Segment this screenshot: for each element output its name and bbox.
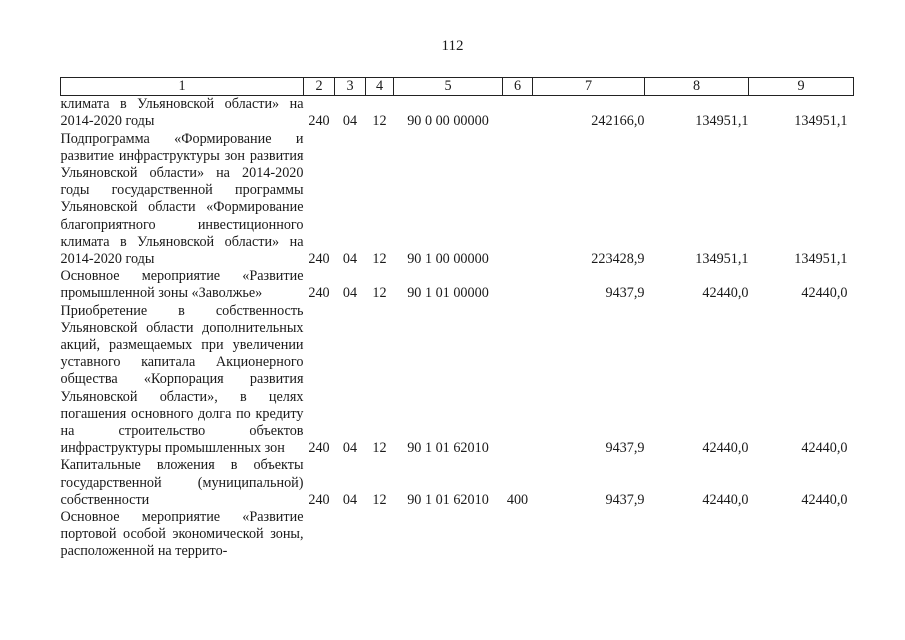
table-row (61, 509, 854, 561)
cell-col4: 12 (372, 491, 387, 508)
cell-col2: 240 (308, 251, 330, 268)
header-row (61, 78, 854, 96)
cell-col7: 9437,9 (605, 285, 645, 302)
table-row (61, 131, 854, 269)
cell-col3: 04 (342, 491, 358, 508)
cell-col2: 240 (308, 113, 330, 130)
cell-col7: 223428,9 (591, 251, 645, 268)
cell-col9: 42440,0 (801, 440, 848, 457)
cell-col2: 240 (308, 491, 330, 508)
column-header-1: 1 (61, 78, 304, 96)
cell-col8: 42440,0 (702, 491, 749, 508)
cell-col8: 134951,1 (695, 113, 749, 130)
column-header-2: 2 (304, 78, 335, 96)
cell-col8: 42440,0 (702, 285, 749, 302)
cell-col6: 400 (506, 491, 529, 508)
cell-col7 (533, 509, 645, 561)
cell-col4: 12 (372, 440, 387, 457)
table-row (61, 457, 854, 509)
budget-table (60, 77, 854, 561)
cell-col6 (503, 96, 533, 131)
column-header-4: 4 (366, 78, 394, 96)
row-name: Капитальные вложения в объекты государственной (муниципальной) собственности (60, 457, 304, 508)
cell-col3: 04 (342, 251, 358, 268)
cell-col8: 42440,0 (702, 440, 749, 457)
row-name: Подпрограмма «Формирование и развитие инфраструктуры зон развития Ульяновской области» на 2014-2020 годы государственной программы Ульяновской области «Формирование благоприятного инвестиционного климата в Ульяновской области» на 2014-2020 годы (60, 130, 304, 268)
row-name: климата в Ульяновской области» на 2014-2020 годы (60, 96, 304, 130)
column-header-6: 6 (503, 78, 533, 96)
cell-col3 (335, 509, 366, 561)
cell-col6 (503, 509, 533, 561)
cell-col2: 240 (308, 440, 330, 457)
cell-col8 (645, 509, 749, 561)
cell-col4 (366, 509, 394, 561)
cell-col9: 42440,0 (801, 285, 848, 302)
cell-col6 (503, 268, 533, 302)
cell-col2: 240 (308, 285, 330, 302)
cell-col4: 12 (372, 251, 387, 268)
table-row (61, 96, 854, 131)
cell-col5: 90 1 01 62010 (407, 440, 489, 457)
table-row (61, 303, 854, 458)
cell-col4: 12 (372, 113, 387, 130)
column-header-5: 5 (394, 78, 503, 96)
cell-col7: 242166,0 (591, 113, 645, 130)
cell-col4: 12 (372, 285, 387, 302)
cell-col9: 134951,1 (794, 251, 848, 268)
cell-col5: 90 1 01 00000 (407, 285, 489, 302)
cell-col5: 90 1 01 62010 (407, 491, 489, 508)
column-header-3: 3 (335, 78, 366, 96)
cell-col3: 04 (342, 440, 358, 457)
cell-col9: 134951,1 (794, 113, 848, 130)
table-row (61, 268, 854, 302)
row-name: Основное мероприятие «Развитие портовой особой экономической зоны, расположенной на террито- (60, 509, 304, 560)
row-name: Приобретение в собственность Ульяновской области дополнительных акций, размещаемых при увеличении уставного капитала Акционерного общества «Корпорация развития Ульяновской области», в целях погашения основного долга по кредиту на строительство объектов инфраструктуры промышленных зон (60, 302, 304, 457)
cell-col2 (304, 509, 335, 561)
cell-col7: 9437,9 (605, 491, 645, 508)
cell-col5: 90 0 00 00000 (407, 113, 489, 130)
cell-col6 (503, 131, 533, 269)
cell-col5 (394, 509, 503, 561)
cell-col8: 134951,1 (695, 251, 749, 268)
column-header-8: 8 (645, 78, 749, 96)
page-number: 112 (441, 38, 464, 54)
column-header-7: 7 (533, 78, 645, 96)
column-header-9: 9 (749, 78, 854, 96)
cell-col9: 42440,0 (801, 491, 848, 508)
row-name: Основное мероприятие «Развитие промышленной зоны «Заволжье» (60, 268, 304, 302)
cell-col3: 04 (342, 285, 358, 302)
cell-col9 (749, 509, 854, 561)
cell-col3: 04 (342, 113, 358, 130)
cell-col7: 9437,9 (605, 440, 645, 457)
cell-col5: 90 1 00 00000 (407, 251, 489, 268)
cell-col6 (503, 303, 533, 458)
